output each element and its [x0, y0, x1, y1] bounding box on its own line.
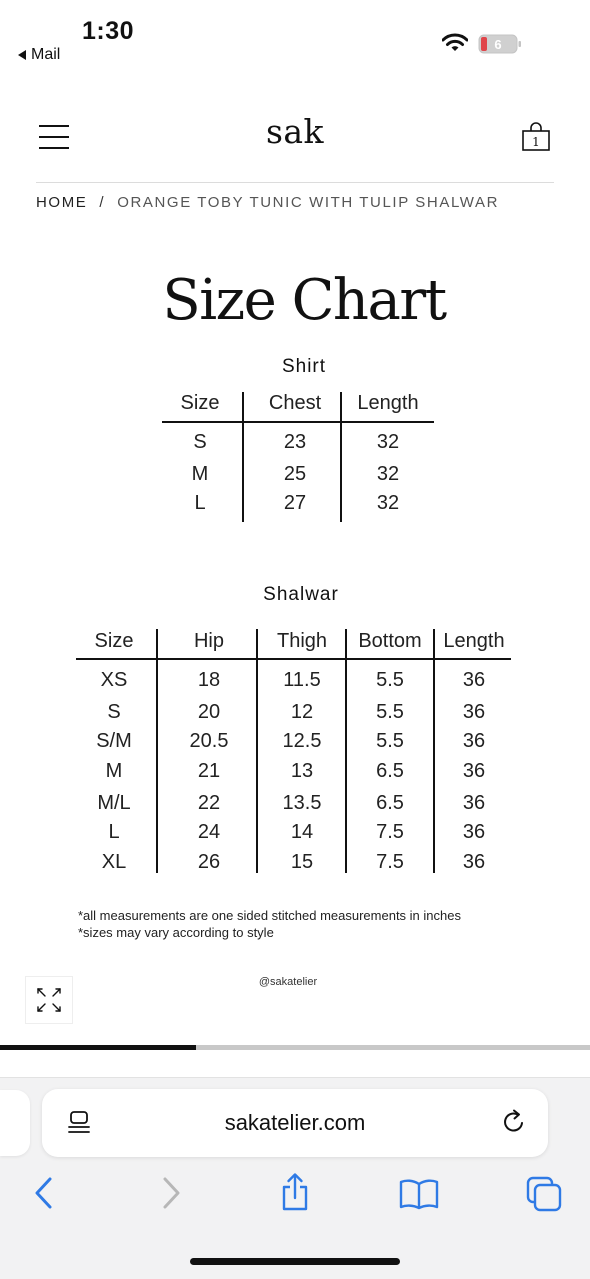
table-cell: 27: [283, 492, 307, 514]
table-cell: S/M: [96, 730, 132, 752]
table-cell: 7.5: [376, 851, 404, 873]
table-cell: 32: [376, 492, 400, 514]
previous-tab-preview[interactable]: [0, 1090, 30, 1156]
url-text[interactable]: sakatelier.com: [224, 1110, 366, 1135]
table-cell: 26: [197, 851, 221, 873]
wifi-icon: [442, 33, 468, 53]
table-cell: 5.5: [376, 701, 404, 723]
table-cell: 5.5: [376, 669, 404, 691]
back-to-mail-link[interactable]: [18, 46, 60, 64]
home-indicator: [190, 1258, 400, 1265]
table-header-cell: Thigh: [276, 630, 328, 652]
table-cell: 36: [462, 669, 486, 691]
back-chevron-icon[interactable]: [30, 1176, 58, 1210]
table-header-cell: Chest: [268, 392, 322, 414]
instagram-handle: @sakatelier: [258, 976, 318, 988]
reload-icon[interactable]: [500, 1108, 528, 1136]
breadcrumb-home-link[interactable]: HOME: [36, 194, 88, 211]
table-cell: S: [107, 701, 121, 723]
cart-count: 1: [532, 135, 540, 149]
table-cell: 12: [290, 701, 314, 723]
breadcrumb-separator: /: [99, 194, 106, 211]
size-chart-title: Size Chart: [162, 268, 446, 333]
table-header-cell: Bottom: [358, 630, 422, 652]
breadcrumb-current-page: ORANGE TOBY TUNIC WITH TULIP SHALWAR: [117, 194, 500, 211]
table-cell: 20.5: [189, 730, 229, 752]
table-cell: 6.5: [376, 792, 404, 814]
table-header-rule: [162, 421, 434, 423]
share-icon[interactable]: [279, 1172, 311, 1212]
table-cell: 6.5: [376, 760, 404, 782]
table-cell: 32: [376, 431, 400, 453]
back-mail-label: Mail: [31, 46, 61, 63]
table-cell: 13.5: [282, 792, 322, 814]
site-logo[interactable]: sak: [265, 112, 325, 151]
table-cell: 13: [290, 760, 314, 782]
table-cell: 21: [197, 760, 221, 782]
table-column-divider: [156, 629, 158, 873]
table-cell: 25: [283, 463, 307, 485]
table-cell: XL: [101, 851, 127, 873]
table-cell: 36: [462, 701, 486, 723]
table-cell: XS: [100, 669, 128, 691]
table-cell: 18: [197, 669, 221, 691]
gallery-progress-fill: [0, 1045, 196, 1050]
table-cell: 12.5: [282, 730, 322, 752]
table-header-cell: Hip: [193, 630, 224, 652]
table-cell: 14: [290, 821, 314, 843]
table-cell: 36: [462, 851, 486, 873]
table-column-divider: [433, 629, 435, 873]
table-cell: 20: [197, 701, 221, 723]
battery-icon: [478, 34, 522, 54]
status-time: 1:30: [82, 17, 135, 45]
table-header-cell: Length: [443, 630, 505, 652]
style-variation-note: *sizes may vary according to style: [78, 925, 274, 940]
header-divider: [36, 182, 554, 183]
table-header-rule: [76, 658, 511, 660]
expand-arrows-icon: [26, 977, 72, 1023]
table-cell: L: [108, 821, 120, 843]
forward-chevron-icon[interactable]: [157, 1176, 185, 1210]
table-header-cell: Length: [357, 392, 419, 414]
table-cell: 23: [283, 431, 307, 453]
table-column-divider: [256, 629, 258, 873]
table-header-cell: Size: [180, 392, 220, 414]
shirt-table-title: Shirt: [281, 356, 327, 377]
table-cell: 7.5: [376, 821, 404, 843]
table-cell: 15: [290, 851, 314, 873]
table-header-cell: Size: [94, 630, 134, 652]
table-column-divider: [242, 392, 244, 522]
bookmarks-icon[interactable]: [399, 1178, 439, 1210]
table-cell: M: [191, 463, 209, 485]
breadcrumb: [36, 194, 499, 211]
table-cell: 24: [197, 821, 221, 843]
table-cell: 11.5: [283, 669, 321, 691]
table-cell: 36: [462, 760, 486, 782]
table-cell: M/L: [97, 792, 131, 814]
table-cell: M: [105, 760, 123, 782]
table-cell: S: [193, 431, 207, 453]
battery-level: 6: [494, 37, 502, 52]
tabs-icon[interactable]: [525, 1175, 563, 1213]
table-cell: 32: [376, 463, 400, 485]
table-cell: 36: [462, 792, 486, 814]
back-arrow-icon: [18, 50, 26, 60]
table-cell: 22: [197, 792, 221, 814]
shopping-bag-icon[interactable]: [521, 122, 551, 152]
shalwar-table-title: Shalwar: [263, 584, 339, 605]
table-cell: 36: [462, 730, 486, 752]
measurement-note: *all measurements are one sided stitched measurements in inches: [78, 908, 461, 923]
table-cell: L: [194, 492, 206, 514]
table-cell: 36: [462, 821, 486, 843]
table-column-divider: [340, 392, 342, 522]
expand-image-button[interactable]: [25, 976, 73, 1024]
table-cell: 5.5: [376, 730, 404, 752]
table-column-divider: [345, 629, 347, 873]
